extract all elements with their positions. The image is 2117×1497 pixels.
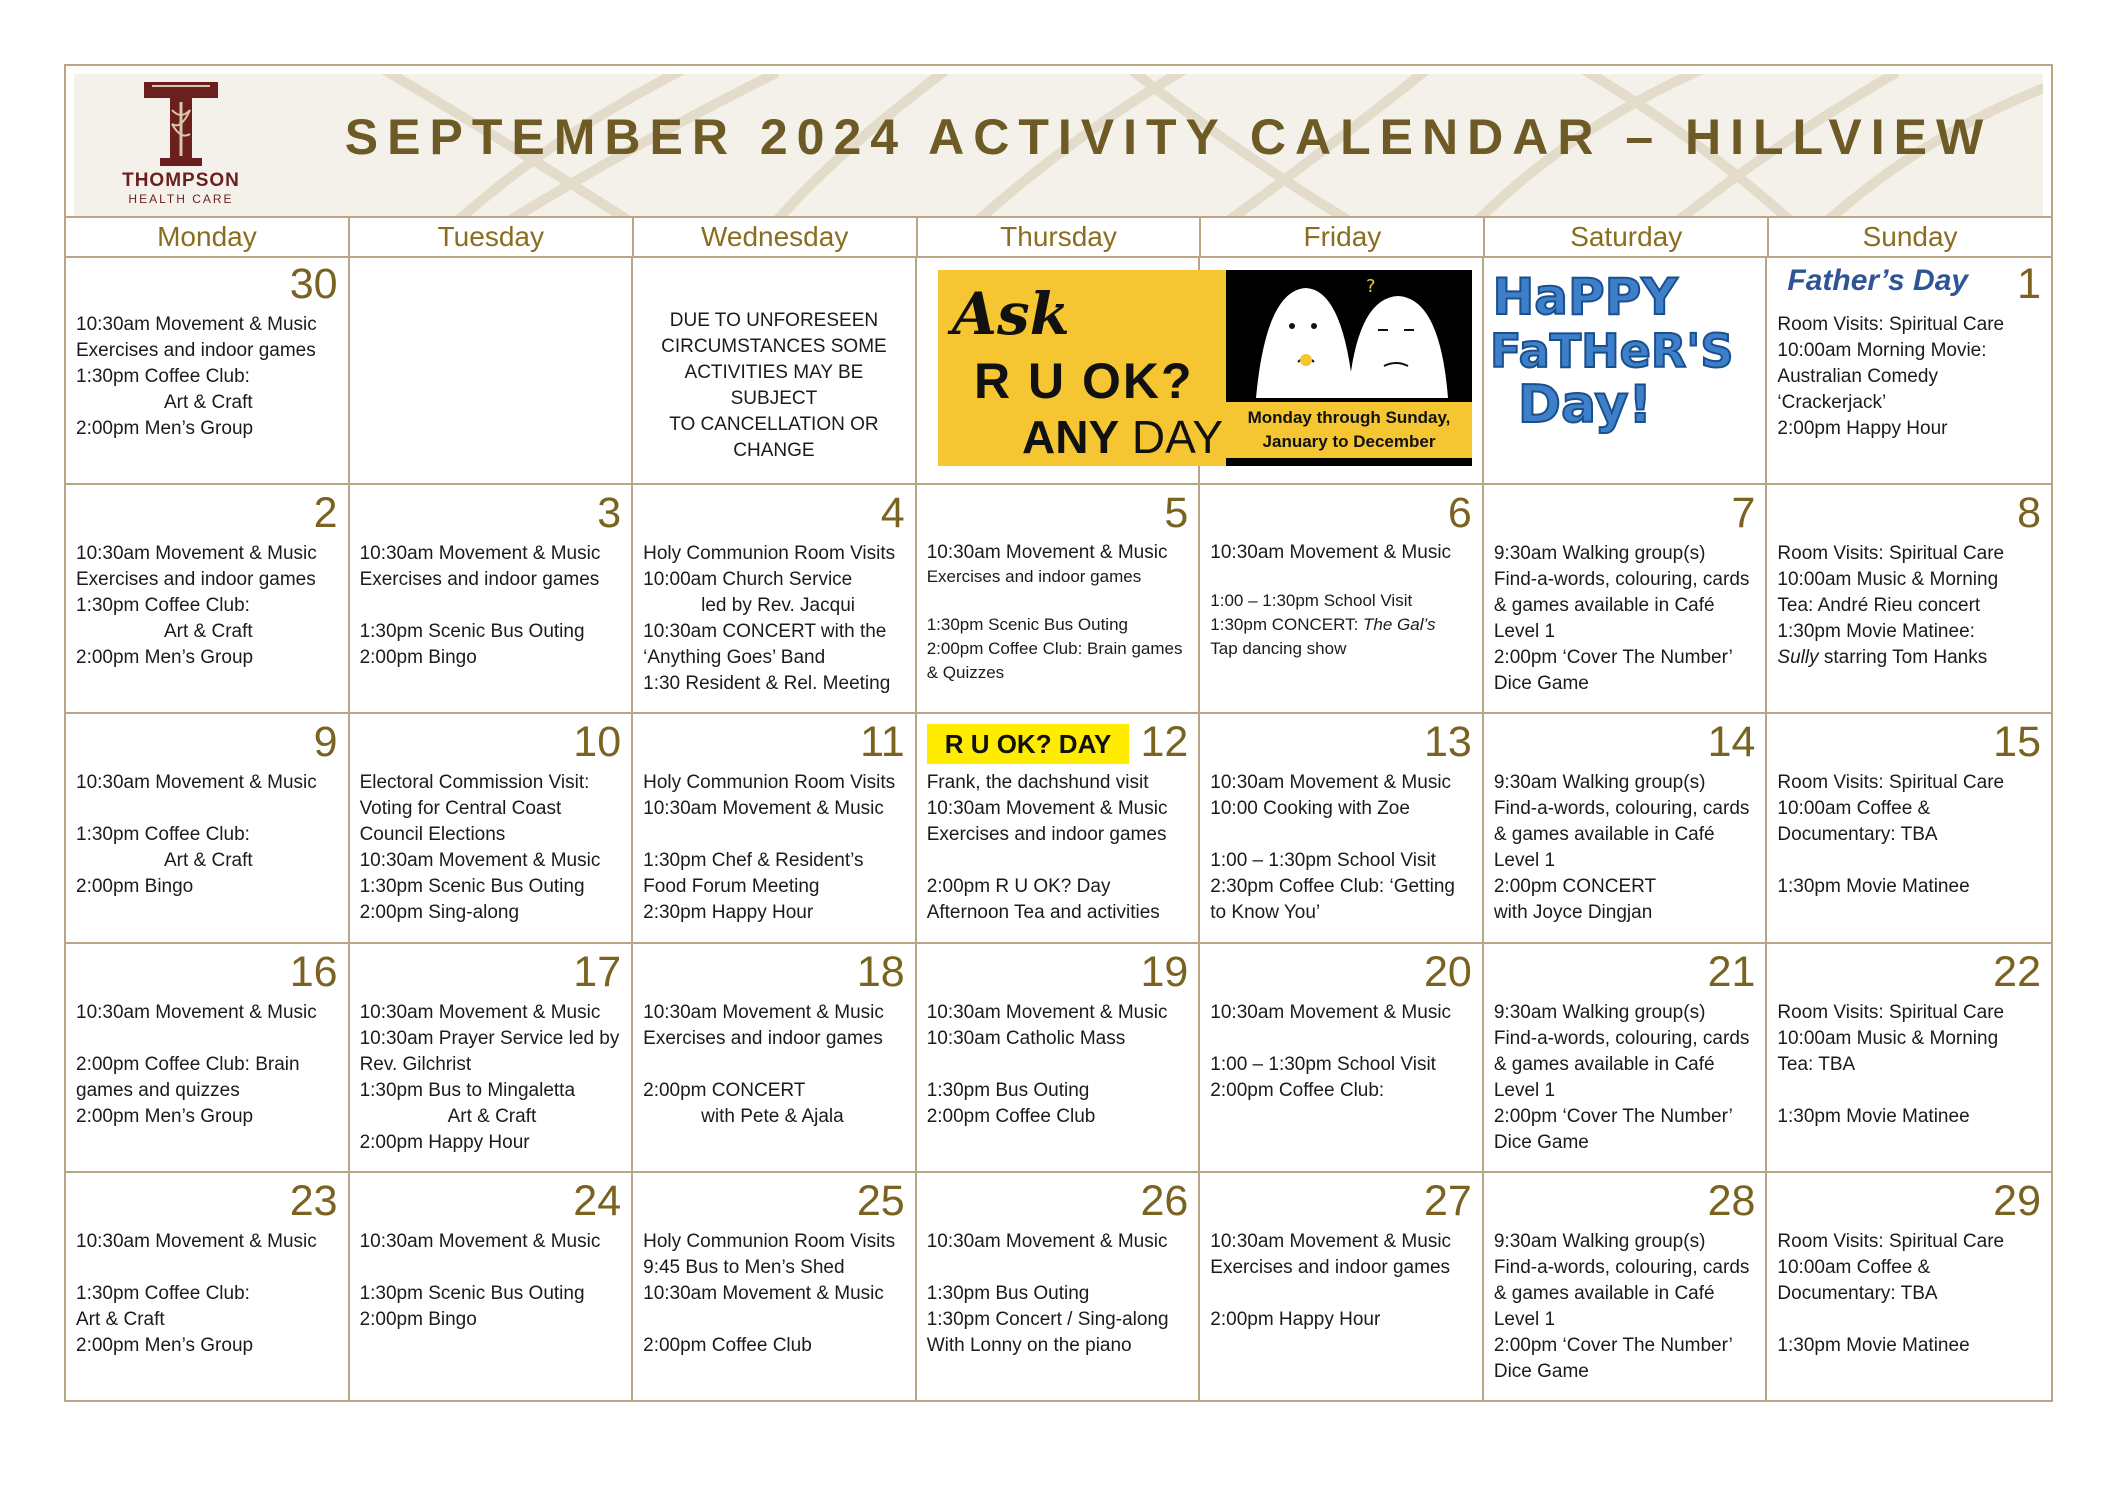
day-cell-sep-28 <box>1484 1173 1768 1402</box>
thompson-t-logo-icon <box>142 80 220 168</box>
calendar-sheet <box>64 64 2053 1402</box>
activity-list <box>643 541 907 697</box>
ruok-banner-yellow-panel <box>938 270 1226 466</box>
day-cell-sep-14 <box>1484 714 1768 943</box>
activity-line: 1:30pm Bus to Mingaletta <box>359 1079 576 1101</box>
activity-list <box>927 541 1191 685</box>
day-cell-sep-24 <box>350 1173 634 1402</box>
activity-list <box>1494 770 1758 926</box>
activity-list <box>1210 541 1474 661</box>
activity-line: Find-a-words, colouring, cards <box>1493 1256 1750 1278</box>
day-number: 6 <box>1447 489 1472 538</box>
activity-line: Exercises and indoor games <box>926 824 1167 846</box>
activity-line: 9:30am Walking group(s) <box>1493 1001 1706 1023</box>
ruok-any-day-banner <box>938 270 1472 466</box>
day-number: 16 <box>289 947 338 996</box>
logo-subtitle: HEALTH CARE <box>128 192 234 206</box>
day-cell-sep-13 <box>1200 714 1484 943</box>
activity-line: 9:30am Walking group(s) <box>1493 1230 1706 1252</box>
day-cell-aug-31-empty <box>350 256 634 485</box>
activity-line <box>927 1052 1191 1078</box>
happy-word: HaPPY <box>1492 268 1678 326</box>
activity-line: 2:00pm R U OK? Day <box>926 876 1111 898</box>
activity-line: Exercises and indoor games <box>643 1027 883 1049</box>
activity-line: & games available in Café <box>1493 595 1715 617</box>
activity-line: Room Visits: Spiritual Care <box>1777 1230 2005 1252</box>
activity-line: Exercises and indoor games <box>1210 1256 1451 1278</box>
activity-line: led by Rev. Jacqui <box>701 595 855 617</box>
activity-line: 10:00am Morning Movie: <box>1777 340 1987 361</box>
day-number: 29 <box>1993 1176 2041 1225</box>
day-cell-sep-9 <box>66 714 350 943</box>
activity-line: Room Visits: Spiritual Care <box>1777 772 2005 794</box>
activity-line: 9:45 Bus to Men’s Shed <box>643 1256 845 1278</box>
activity-line: 10:30am Movement & Music <box>76 1230 317 1252</box>
activity-line <box>643 822 907 848</box>
activity-line: Art & Craft <box>164 392 253 413</box>
activity-line: 1:30pm Movie Matinee <box>1777 1105 1970 1127</box>
day-cell-sep-26 <box>917 1173 1201 1402</box>
day-number: 1 <box>2017 260 2041 308</box>
activity-list <box>643 1000 907 1130</box>
ruok-schedule-text <box>1226 402 1472 458</box>
day-number: 10 <box>573 718 622 767</box>
activity-list <box>76 541 340 671</box>
activity-line: 2:00pm Happy Hour <box>359 1131 530 1153</box>
activity-line: 10:00am Coffee & <box>1777 798 1931 820</box>
weekday-tuesday: Tuesday <box>350 216 634 256</box>
activity-list <box>360 1000 624 1156</box>
day-number: 14 <box>1707 718 1756 767</box>
day-number: 21 <box>1707 947 1756 996</box>
activity-line: Exercises and indoor games <box>76 569 316 591</box>
activity-line: 10:30am Movement & Music <box>643 1282 884 1304</box>
activity-list <box>927 1229 1191 1359</box>
day-number: 11 <box>860 718 905 767</box>
company-logo <box>106 80 256 206</box>
activity-line: games and quizzes <box>76 1079 240 1101</box>
activity-line <box>643 1307 907 1333</box>
day-number: 13 <box>1424 718 1472 767</box>
cartoon-characters-icon <box>1226 270 1472 400</box>
activity-line: Holy Communion Room Visits <box>643 772 896 794</box>
ruok-day-word: DAY <box>1131 411 1224 463</box>
activity-line: Room Visits: Spiritual Care <box>1777 1001 2005 1023</box>
activity-line: 10:00am Church Service <box>643 569 853 591</box>
weekday-wednesday: Wednesday <box>634 216 918 256</box>
activity-line: 2:00pm Coffee Club: Brain <box>76 1053 300 1075</box>
day-cell-sep-23 <box>66 1173 350 1402</box>
weekday-thursday: Thursday <box>918 216 1202 256</box>
day-number: 7 <box>1731 489 1756 538</box>
day-cell-sep-17 <box>350 944 634 1173</box>
day-number: 5 <box>1164 489 1189 538</box>
day-number: 12 <box>1140 718 1189 767</box>
activity-list <box>927 1000 1191 1130</box>
day-cell-sep-2 <box>66 485 350 714</box>
activity-list <box>1777 312 2043 442</box>
activity-line: 1:00 – 1:30pm School Visit <box>1210 850 1436 872</box>
ruok-any-word: ANY <box>1022 411 1120 463</box>
cancellation-notice <box>643 308 905 464</box>
activity-line: 2:00pm ‘Cover The Number’ <box>1493 647 1733 669</box>
activity-line: ‘Crackerjack’ <box>1777 392 1887 413</box>
activity-line: 10:00am Coffee & <box>1777 1256 1931 1278</box>
activity-line <box>76 1255 340 1281</box>
day-cell-sep-4 <box>633 485 917 714</box>
activity-line: 10:30am Movement & Music <box>926 542 1168 564</box>
activity-line: With Lonny on the piano <box>926 1334 1132 1356</box>
activity-line: Exercises and indoor games <box>359 569 600 591</box>
activity-line: 10:30am CONCERT with the <box>643 621 887 643</box>
day-cell-sep-16 <box>66 944 350 1173</box>
activity-list <box>1494 1000 1758 1156</box>
day-cell-sep-27 <box>1200 1173 1484 1402</box>
activity-line: Art & Craft <box>164 850 253 872</box>
activity-line <box>1210 1281 1474 1307</box>
activity-line: 10:30am Movement & Music <box>926 1001 1168 1023</box>
activity-line: 1:30pm Chef & Resident’s <box>643 850 864 872</box>
activity-line: with Pete & Ajala <box>701 1105 844 1127</box>
activity-line: Holy Communion Room Visits <box>643 543 896 565</box>
activity-line: & games available in Café <box>1493 1053 1715 1075</box>
day-number: 18 <box>856 947 905 996</box>
day-number: 23 <box>289 1176 338 1225</box>
activity-line: 2:00pm ‘Cover The Number’ <box>1493 1105 1733 1127</box>
activity-line: 10:30am Movement & Music <box>359 543 601 565</box>
activity-line: Electoral Commission Visit: <box>359 772 590 794</box>
activity-list <box>1494 1229 1758 1385</box>
activity-line: 1:30pm Scenic Bus Outing <box>359 1282 585 1304</box>
activity-line: Australian Comedy <box>1777 366 1938 387</box>
ruok-day-tag: R U OK? DAY <box>927 724 1130 764</box>
notice-line: CIRCUMSTANCES SOME <box>661 336 887 357</box>
activity-line: 2:30pm Happy Hour <box>643 902 814 924</box>
day-cell-sep-20 <box>1200 944 1484 1173</box>
activity-line: 2:00pm Bingo <box>359 647 477 669</box>
activity-line: 2:00pm Happy Hour <box>1210 1308 1381 1330</box>
activity-line: 10:30am Movement & Music <box>76 543 317 565</box>
day-cell-sep-25 <box>633 1173 917 1402</box>
activity-line: Level 1 <box>1493 621 1556 643</box>
weekday-friday: Friday <box>1201 216 1485 256</box>
activity-line: Holy Communion Room Visits <box>643 1230 896 1252</box>
fathers-word: FaTHeR'S <box>1490 324 1734 378</box>
day-cell-sep-10 <box>350 714 634 943</box>
day-cell-sep-8 <box>1767 485 2051 714</box>
activity-list <box>1777 541 2043 671</box>
activity-line: Dice Game <box>1493 673 1589 695</box>
ruok-schedule-line-1: Monday through Sunday, <box>1247 408 1451 427</box>
activity-line: Art & Craft <box>164 621 253 643</box>
activity-line: Level 1 <box>1493 1079 1556 1101</box>
activity-list <box>1494 541 1758 697</box>
activity-line: 1:30pm Scenic Bus Outing <box>926 615 1128 635</box>
activity-line: 10:30am Movement & Music <box>1210 542 1452 564</box>
activity-line: 10:30am Movement & Music <box>1210 1001 1452 1023</box>
activity-line: Room Visits: Spiritual Care <box>1777 543 2005 565</box>
activity-line: 1:30pm Bus Outing <box>926 1282 1090 1304</box>
activity-line: with Joyce Dingjan <box>1493 902 1653 924</box>
day-cell-sep-3 <box>350 485 634 714</box>
day-cell-sep-21 <box>1484 944 1768 1173</box>
activity-line: 10:30am Prayer Service led by <box>359 1027 620 1049</box>
day-number: 24 <box>573 1176 622 1225</box>
fathers-day-label: Father’s Day <box>1787 264 1969 297</box>
activity-list <box>360 541 624 671</box>
activity-line: 10:30am Movement & Music <box>359 850 601 872</box>
weekday-sunday: Sunday <box>1862 221 1958 252</box>
activity-line <box>76 1026 340 1052</box>
activity-line: 10:30am Movement & Music <box>926 1230 1168 1252</box>
day-cell-sep-12 <box>917 714 1201 943</box>
day-number: 19 <box>1140 947 1189 996</box>
activity-list <box>360 1229 624 1333</box>
activity-list <box>643 1229 907 1359</box>
activity-line: 10:00 Cooking with Zoe <box>1210 798 1410 820</box>
day-cell-sep-29 <box>1767 1173 2051 1402</box>
activity-line: 10:00am Music & Morning <box>1777 1027 1999 1049</box>
activity-line: 1:30pm Movie Matinee <box>1777 876 1970 898</box>
activity-line: Rev. Gilchrist <box>359 1053 472 1075</box>
day-cell-sep-5 <box>917 485 1201 714</box>
activity-list <box>1210 1229 1474 1333</box>
activity-line: Find-a-words, colouring, cards <box>1493 569 1750 591</box>
activity-line: ‘Anything Goes’ Band <box>643 647 826 669</box>
activity-line: 1:00 – 1:30pm School Visit <box>1210 591 1413 611</box>
day-number: 25 <box>856 1176 905 1225</box>
activity-line: 2:00pm Bingo <box>76 876 194 898</box>
day-cell-sep-11 <box>633 714 917 943</box>
activity-line: 9:30am Walking group(s) <box>1493 543 1706 565</box>
activity-line: 10:30am Movement & Music <box>926 798 1168 820</box>
weekday-header-row <box>66 216 2051 258</box>
ruok-ask-text: Ask <box>952 280 1070 348</box>
activity-line <box>1777 1078 2043 1104</box>
activity-line: 2:00pm Men’s Group <box>76 418 254 439</box>
day-number: 9 <box>313 718 338 767</box>
movie-title: Sully <box>1777 647 1819 669</box>
activity-line: 1:30pm Coffee Club: <box>76 1282 250 1304</box>
activity-list <box>643 770 907 926</box>
activity-line: 1:30pm Coffee Club: <box>76 366 250 387</box>
day-cell-sep-22 <box>1767 944 2051 1173</box>
activity-line: 2:00pm Coffee Club <box>926 1105 1096 1127</box>
activity-line: 2:00pm Coffee Club: Brain games <box>926 639 1183 659</box>
activity-list <box>76 1229 340 1359</box>
activity-line: 2:00pm Happy Hour <box>1777 418 1948 439</box>
weekday-monday: Monday <box>66 216 350 256</box>
day-number: 27 <box>1424 1176 1472 1225</box>
activity-line: Level 1 <box>1493 850 1556 872</box>
activity-list <box>1777 1229 2043 1359</box>
activity-line: Documentary: TBA <box>1777 824 1938 846</box>
activity-line: 2:00pm Coffee Club: <box>1210 1079 1385 1101</box>
activity-line <box>1777 1307 2043 1333</box>
activity-line: 2:00pm Men’s Group <box>76 1334 254 1356</box>
activity-text: starring Tom Hanks <box>1818 647 1988 669</box>
activity-line: Level 1 <box>1493 1308 1556 1330</box>
activity-line <box>360 1255 624 1281</box>
ruok-banner-black-panel <box>1226 270 1472 466</box>
activity-line: 1:30pm Scenic Bus Outing <box>359 621 585 643</box>
logo-name: THOMPSON <box>122 170 240 191</box>
day-cell-sep-19 <box>917 944 1201 1173</box>
activity-list <box>76 770 340 900</box>
day-number: 2 <box>313 489 338 538</box>
ruok-main-text: R U OK? <box>974 353 1194 409</box>
ruok-anyday-text <box>1022 410 1223 464</box>
activity-line: 10:30am Movement & Music <box>359 1001 601 1023</box>
day-cell-sep-1 <box>1767 256 2051 485</box>
happy-fathers-day-graphic <box>1490 268 1734 460</box>
activity-line: 9:30am Walking group(s) <box>1493 772 1706 794</box>
activity-line: 1:30 Resident & Rel. Meeting <box>643 673 891 695</box>
activity-line <box>1210 1026 1474 1052</box>
activity-line: 1:30pm Movie Matinee: <box>1777 621 1975 643</box>
activity-line: 1:30pm Scenic Bus Outing <box>359 876 585 898</box>
activity-line <box>76 796 340 822</box>
day-cell-notice <box>633 256 917 485</box>
activity-line: 10:30am Movement & Music <box>76 314 317 335</box>
day-cell-sep-7 <box>1484 485 1768 714</box>
ruok-schedule-line-2: January to December <box>1262 432 1436 451</box>
activity-line: Room Visits: Spiritual Care <box>1777 314 2005 335</box>
activity-line: 2:00pm CONCERT <box>643 1079 806 1101</box>
activity-text: 1:30pm CONCERT: <box>1210 615 1364 635</box>
activity-line: to Know You’ <box>1210 902 1321 924</box>
calendar-header <box>66 66 2051 218</box>
activity-list <box>1210 770 1474 926</box>
activity-line: Tea: André Rieu concert <box>1777 595 1981 617</box>
activity-line: Food Forum Meeting <box>643 876 820 898</box>
activity-line <box>1210 822 1474 848</box>
activity-line: & games available in Café <box>1493 1282 1715 1304</box>
activity-line: Find-a-words, colouring, cards <box>1493 798 1750 820</box>
notice-line: DUE TO UNFORESEEN <box>669 310 879 331</box>
activity-line: 10:30am Movement & Music <box>359 1230 601 1252</box>
activity-line: 10:30am Movement & Music <box>1210 1230 1452 1252</box>
activity-line: 10:30am Movement & Music <box>643 1001 884 1023</box>
activity-line: Exercises and indoor games <box>76 340 316 361</box>
activity-line: 1:30pm Concert / Sing-along <box>926 1308 1169 1330</box>
activity-line <box>643 1052 907 1078</box>
day-number: 26 <box>1140 1176 1189 1225</box>
activity-line: 2:00pm Bingo <box>359 1308 477 1330</box>
activity-line: Art & Craft <box>447 1105 537 1127</box>
activity-list <box>1777 770 2043 900</box>
activity-line: Tea: TBA <box>1777 1053 1856 1075</box>
activity-line <box>1777 848 2043 874</box>
activity-line: Exercises and indoor games <box>926 567 1142 587</box>
activity-line <box>927 1255 1191 1281</box>
activity-line: 10:30am Movement & Music <box>1210 772 1452 794</box>
day-word: Day! <box>1517 375 1653 435</box>
activity-line: 1:30pm Bus Outing <box>926 1079 1090 1101</box>
activity-line: 1:30pm Coffee Club: <box>76 595 250 617</box>
activity-line: & Quizzes <box>926 663 1005 683</box>
activity-line: 10:30am Movement & Music <box>76 1001 317 1023</box>
activity-list <box>76 312 340 442</box>
notice-line: CHANGE <box>733 440 815 461</box>
activity-line: 2:30pm Coffee Club: ‘Getting <box>1210 876 1455 898</box>
day-number: 20 <box>1424 947 1472 996</box>
activity-line <box>1777 645 2043 671</box>
activity-line: Documentary: TBA <box>1777 1282 1938 1304</box>
day-number: 15 <box>1993 718 2041 767</box>
notice-line: ACTIVITIES MAY BE SUBJECT <box>684 362 864 409</box>
day-cell-sep-6 <box>1200 485 1484 714</box>
activity-line: 10:30am Catholic Mass <box>926 1027 1126 1049</box>
activity-line: 1:30pm Movie Matinee <box>1777 1334 1970 1356</box>
activity-line: 10:30am Movement & Music <box>643 798 884 820</box>
activity-line: Find-a-words, colouring, cards <box>1493 1027 1750 1049</box>
page-title: SEPTEMBER 2024 ACTIVITY CALENDAR – HILLVIEW <box>344 109 1993 165</box>
activity-line: 2:00pm Men’s Group <box>76 1105 254 1127</box>
activity-line <box>360 593 624 619</box>
notice-line: TO CANCELLATION OR <box>669 414 879 435</box>
day-number: 17 <box>573 947 622 996</box>
activity-list <box>1777 1000 2043 1130</box>
day-number: 8 <box>2017 489 2041 538</box>
weekday-saturday: Saturday <box>1485 216 1769 256</box>
activity-list <box>76 1000 340 1130</box>
activity-line: 2:00pm Sing-along <box>359 902 520 924</box>
activity-line: 10:30am Movement & Music <box>76 772 317 794</box>
activity-line: Dice Game <box>1493 1131 1589 1153</box>
activity-line <box>927 589 1191 613</box>
day-number: 22 <box>1993 947 2041 996</box>
activity-list <box>360 770 624 926</box>
activity-line: Council Elections <box>359 824 506 846</box>
day-number: 3 <box>597 489 622 538</box>
activity-line <box>1210 565 1474 589</box>
activity-list <box>1210 1000 1474 1104</box>
activity-line: 1:00 – 1:30pm School Visit <box>1210 1053 1436 1075</box>
day-number: 30 <box>289 260 338 308</box>
activity-line <box>1210 613 1474 637</box>
activity-line: 2:00pm ‘Cover The Number’ <box>1493 1334 1733 1356</box>
day-cell-aug-30 <box>66 256 350 485</box>
activity-line: Afternoon Tea and activities <box>926 902 1160 924</box>
day-cell-sep-18 <box>633 944 917 1173</box>
day-number: 28 <box>1707 1176 1756 1225</box>
activity-line: 1:30pm Coffee Club: <box>76 824 250 846</box>
activity-line: Dice Game <box>1493 1360 1589 1382</box>
activity-line: Frank, the dachshund visit <box>926 772 1149 794</box>
day-number: 4 <box>880 489 905 538</box>
activity-line: & games available in Café <box>1493 824 1715 846</box>
activity-line: 2:00pm CONCERT <box>1493 876 1657 898</box>
activity-line: Art & Craft <box>76 1308 165 1330</box>
activity-line: 2:00pm Coffee Club <box>643 1334 812 1356</box>
activity-line: 10:00am Music & Morning <box>1777 569 1999 591</box>
activity-list <box>927 770 1191 926</box>
svg-text:?: ? <box>1366 276 1376 297</box>
activity-line: Voting for Central Coast <box>359 798 562 820</box>
activity-line <box>927 848 1191 874</box>
day-cell-sep-15 <box>1767 714 2051 943</box>
activity-line: Tap dancing show <box>1210 639 1347 659</box>
performer-name: The Gal’s <box>1363 615 1436 635</box>
activity-line: 2:00pm Men’s Group <box>76 647 254 669</box>
